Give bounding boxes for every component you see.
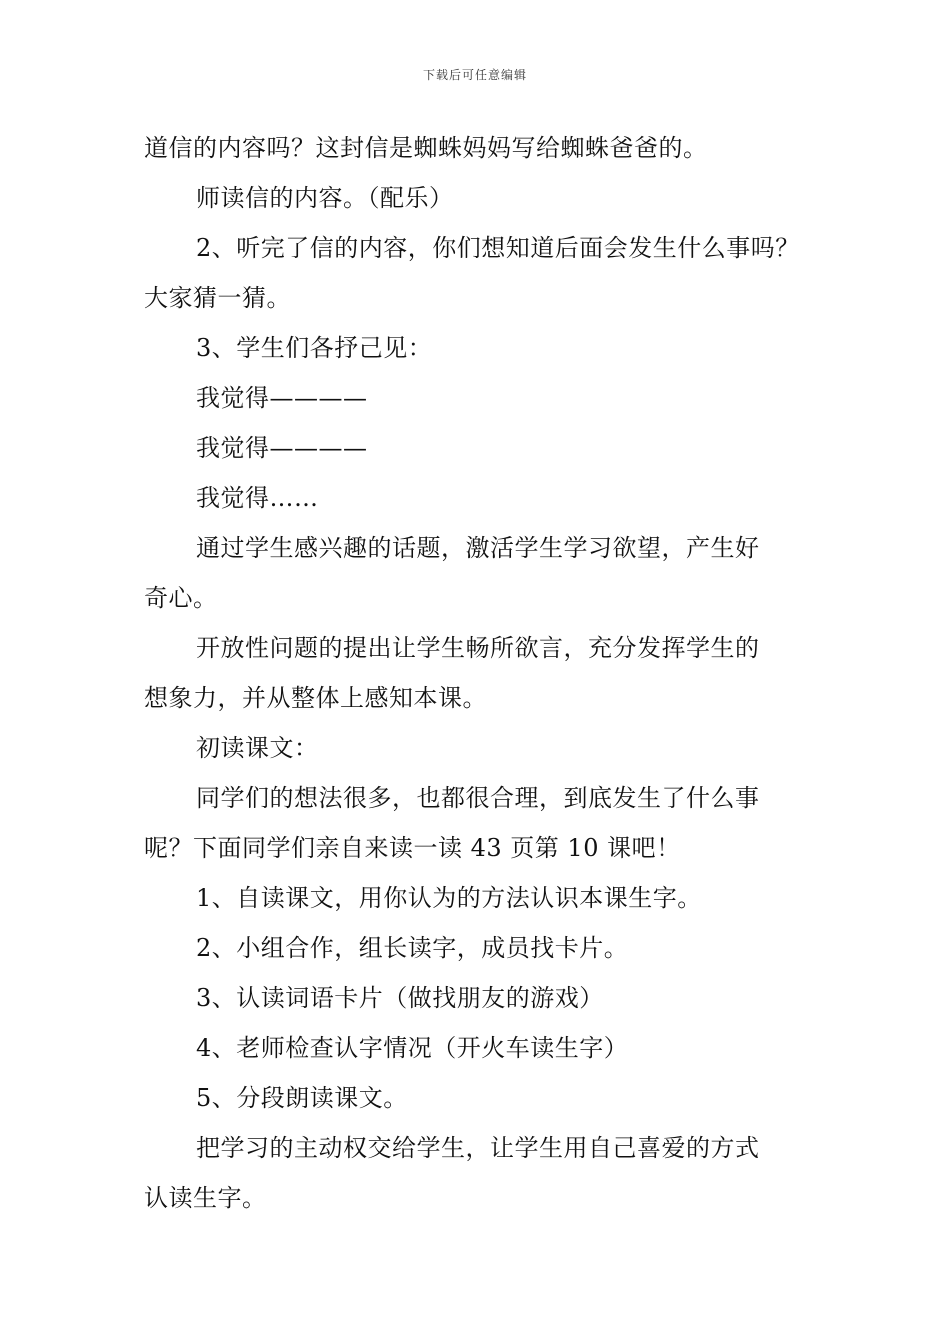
text-line: 师读信的内容。（配乐） [196, 184, 454, 212]
text-line: 我觉得———— [196, 384, 368, 412]
text-line: 2、听完了信的内容，你们想知道后面会发生什么事吗？ [196, 234, 800, 262]
text-line: 5、分段朗读课文。 [196, 1084, 408, 1112]
text-line: 大家猜一猜。 [144, 284, 291, 312]
text-line: 我觉得———— [196, 434, 368, 462]
text-line: 初读课文： [196, 734, 319, 762]
text-line: 3、学生们各抒己见： [196, 334, 433, 362]
text-line: 认读生字。 [144, 1184, 267, 1212]
text-line: 开放性问题的提出让学生畅所欲言，充分发挥学生的 [196, 634, 760, 662]
page-header: 下载后可任意编辑 [422, 68, 527, 82]
text-line: 2、小组合作，组长读字，成员找卡片。 [196, 934, 629, 962]
text-line: 想象力，并从整体上感知本课。 [144, 684, 487, 712]
text-line: 3、认读词语卡片（做找朋友的游戏） [196, 984, 604, 1012]
text-line: 道信的内容吗？这封信是蜘蛛妈妈写给蜘蛛爸爸的。 [144, 134, 708, 162]
text-line: 奇心。 [144, 584, 218, 612]
text-line: 同学们的想法很多，也都很合理，到底发生了什么事 [196, 784, 760, 812]
text-line: 1、自读课文，用你认为的方法认识本课生字。 [196, 884, 702, 912]
text-line: 通过学生感兴趣的话题，激活学生学习欲望，产生好 [196, 534, 760, 562]
text-line: 4、老师检查认字情况（开火车读生字） [196, 1034, 629, 1062]
document-body [144, 123, 816, 1223]
text-line: 我觉得…… [196, 484, 319, 512]
text-line: 呢？下面同学们亲自来读一读 43 页第 10 课吧！ [144, 834, 681, 862]
text-line: 把学习的主动权交给学生，让学生用自己喜爱的方式 [196, 1134, 760, 1162]
